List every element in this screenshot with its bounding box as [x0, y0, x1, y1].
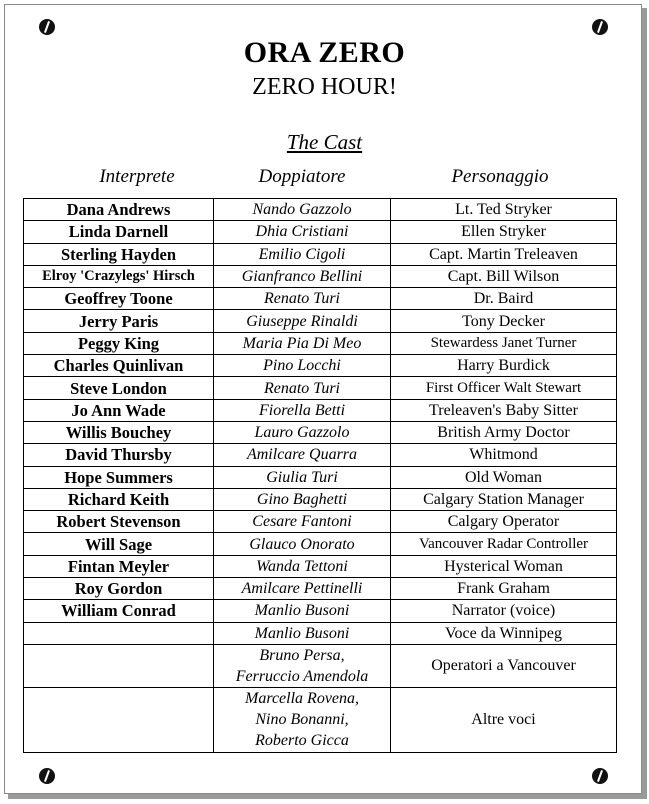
table-row	[24, 199, 617, 221]
dubber-cell: Maria Pia Di Meo	[214, 332, 391, 354]
dubber-line: Nino Bonanni,	[255, 711, 349, 729]
plaque-shadow-bottom	[8, 794, 647, 799]
actor-cell: Jerry Paris	[24, 310, 214, 332]
table-row	[24, 488, 617, 510]
table-row	[24, 221, 617, 243]
column-header-dubber: Doppiatore	[258, 166, 346, 187]
section-title	[0, 130, 649, 155]
role-cell: Tony Decker	[391, 310, 617, 332]
screw-icon-top-right	[592, 19, 608, 35]
dubber-cell: Cesare Fantoni	[214, 511, 391, 533]
dubber-cell: Gianfranco Bellini	[214, 265, 391, 287]
table-row	[24, 310, 617, 332]
table-row	[24, 444, 617, 466]
role-cell: Ellen Stryker	[391, 221, 617, 243]
dubber-line: Marcella Rovena,	[244, 690, 360, 708]
dubber-line: Ferruccio Amendola	[235, 667, 369, 685]
table-row	[24, 288, 617, 310]
screw-icon-bottom-left	[39, 768, 55, 784]
role-cell: Calgary Operator	[391, 511, 617, 533]
role-cell: Harry Burdick	[391, 355, 617, 377]
role-cell: British Army Doctor	[391, 421, 617, 443]
dubber-cell: Renato Turi	[214, 377, 391, 399]
table-row	[24, 533, 617, 555]
dubber-cell: Giulia Turi	[214, 466, 391, 488]
table-row	[24, 377, 617, 399]
actor-cell: Robert Stevenson	[24, 511, 214, 533]
dubber-cell: Giuseppe Rinaldi	[214, 310, 391, 332]
table-row	[24, 578, 617, 600]
actor-cell: Elroy 'Crazylegs' Hirsch	[24, 265, 214, 287]
dubber-line: Roberto Gicca	[255, 732, 349, 750]
role-cell: Frank Graham	[391, 578, 617, 600]
actor-cell: Roy Gordon	[24, 578, 214, 600]
role-cell: Vancouver Radar Controller	[391, 533, 617, 555]
table-row	[24, 511, 617, 533]
cast-table	[23, 198, 617, 753]
column-header-role: Personaggio	[451, 166, 549, 187]
actor-cell	[24, 622, 214, 644]
actor-cell: Sterling Hayden	[24, 243, 214, 265]
role-cell: Capt. Martin Treleaven	[391, 243, 617, 265]
dubber-cell: Gino Baghetti	[214, 488, 391, 510]
table-row	[24, 600, 617, 622]
role-cell: Narrator (voice)	[391, 600, 617, 622]
actor-cell: Jo Ann Wade	[24, 399, 214, 421]
page-title: ORA ZERO	[243, 36, 406, 69]
table-row	[24, 332, 617, 354]
dubber-line: Bruno Persa,	[259, 646, 345, 664]
actor-cell: David Thursby	[24, 444, 214, 466]
role-cell: Old Woman	[391, 466, 617, 488]
actor-cell: Willis Bouchey	[24, 421, 214, 443]
table-row	[24, 644, 617, 687]
dubber-cell: Emilio Cigoli	[214, 243, 391, 265]
dubber-cell: Manlio Busoni	[214, 600, 391, 622]
role-cell: Altre voci	[391, 687, 617, 752]
actor-cell: William Conrad	[24, 600, 214, 622]
column-header-actor: Interprete	[99, 166, 175, 187]
role-cell: Voce da Winnipeg	[391, 622, 617, 644]
actor-cell: Fintan Meyler	[24, 555, 214, 577]
actor-cell-empty	[24, 644, 214, 687]
table-row	[24, 355, 617, 377]
actor-cell: Will Sage	[24, 533, 214, 555]
role-cell: Calgary Station Manager	[391, 488, 617, 510]
table-row	[24, 265, 617, 287]
dubber-cell: Wanda Tettoni	[214, 555, 391, 577]
actor-cell: Steve London	[24, 377, 214, 399]
table-row	[24, 421, 617, 443]
dubber-cell: Fiorella Betti	[214, 399, 391, 421]
actor-cell: Hope Summers	[24, 466, 214, 488]
dubber-cell: Glauco Onorato	[214, 533, 391, 555]
actor-cell: Charles Quinlivan	[24, 355, 214, 377]
dubber-cell	[214, 687, 391, 752]
dubber-cell: Manlio Busoni	[214, 622, 391, 644]
table-row	[24, 399, 617, 421]
role-cell: Treleaven's Baby Sitter	[391, 399, 617, 421]
role-cell: Hysterical Woman	[391, 555, 617, 577]
dubber-cell: Amilcare Pettinelli	[214, 578, 391, 600]
role-cell: Whitmond	[391, 444, 617, 466]
table-row	[24, 687, 617, 752]
role-cell: Operatori a Vancouver	[391, 644, 617, 687]
role-cell: Stewardess Janet Turner	[391, 332, 617, 354]
actor-cell: Geoffrey Toone	[24, 288, 214, 310]
table-row	[24, 622, 617, 644]
actor-cell-empty	[24, 687, 214, 752]
table-row	[24, 555, 617, 577]
dubber-cell	[214, 644, 391, 687]
role-cell: First Officer Walt Stewart	[391, 377, 617, 399]
screw-icon-bottom-right	[592, 768, 608, 784]
dubber-cell: Renato Turi	[214, 288, 391, 310]
section-title-text: The Cast	[286, 130, 363, 154]
role-cell: Dr. Baird	[391, 288, 617, 310]
table-row	[24, 466, 617, 488]
plaque-shadow-right	[642, 8, 647, 797]
page-subtitle: ZERO HOUR!	[252, 74, 397, 100]
actor-cell: Peggy King	[24, 332, 214, 354]
role-cell: Lt. Ted Stryker	[391, 199, 617, 221]
dubber-cell: Pino Locchi	[214, 355, 391, 377]
dubber-cell: Nando Gazzolo	[214, 199, 391, 221]
table-row	[24, 243, 617, 265]
dubber-cell: Lauro Gazzolo	[214, 421, 391, 443]
screw-icon-top-left	[39, 19, 55, 35]
dubber-cell: Dhia Cristiani	[214, 221, 391, 243]
role-cell: Capt. Bill Wilson	[391, 265, 617, 287]
actor-cell: Richard Keith	[24, 488, 214, 510]
actor-cell: Linda Darnell	[24, 221, 214, 243]
dubber-cell: Amilcare Quarra	[214, 444, 391, 466]
actor-cell: Dana Andrews	[24, 199, 214, 221]
